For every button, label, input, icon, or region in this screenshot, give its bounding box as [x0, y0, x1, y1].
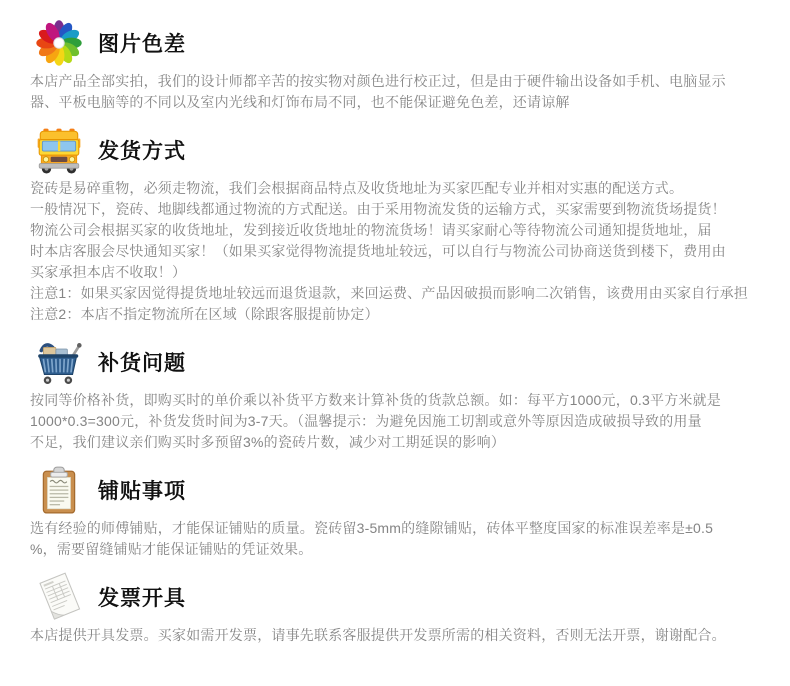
section-body [30, 625, 770, 646]
body-text-line: 按同等价格补货，即购买时的单价乘以补货平方数来计算补货的货款总额。如：每平方1000元，0.3平方米就是 [30, 392, 722, 408]
body-text-line: 物流公司会根据买家的收货地址，发到接近收货地址的物流货场！请买家耐心等待物流公司通知提货地址，届 [30, 222, 712, 238]
section-title: 铺贴事项 [98, 480, 186, 503]
body-text-line: 器、平板电脑等的不同以及室内光线和灯饰布局不同，也不能保证避免色差，还请谅解 [30, 94, 570, 110]
body-text-line: 一般情况下，瓷砖、地脚线都通过物流的方式配送。由于采用物流发货的运输方式，买家需要到物流货场提货！ [30, 201, 726, 217]
section-invoice [30, 572, 770, 646]
section-body [30, 518, 770, 560]
clipboard-icon [34, 465, 84, 515]
section-tiling-notes [30, 465, 770, 560]
section-shipping-method [30, 125, 770, 325]
section-header [34, 572, 770, 622]
invoice-icon [34, 572, 84, 622]
section-body [30, 390, 770, 453]
section-color-difference [30, 18, 770, 113]
body-text-line: 注意1：如果买家因觉得提货地址较远而退货退款，来回运费、产品因破损而影响二次销售，该费用由买家自行承担 [30, 285, 748, 301]
color-wheel-icon [34, 18, 84, 68]
body-text-line: 时本店客服会尽快通知买家！（如果买家觉得物流提货地址较远，可以自行与物流公司协商送货到楼下，费用由 [30, 243, 726, 259]
body-text-line: 注意2：本店不指定物流所在区域（除跟客服提前协定） [30, 306, 379, 322]
body-text-line: %，需要留缝铺贴才能保证铺贴的凭证效果。 [30, 541, 313, 557]
body-text-line: 买家承担本店不收取！） [30, 264, 187, 280]
section-header [34, 18, 770, 68]
body-text-line: 本店产品全部实拍，我们的设计师都辛苦的按实物对颜色进行校正过，但是由于硬件输出设备如手机、电脑显示 [30, 73, 726, 89]
section-header [34, 337, 770, 387]
section-body [30, 71, 770, 113]
section-header [34, 465, 770, 515]
body-text-line: 选有经验的师傅铺贴，才能保证铺贴的质量。瓷砖留3-5mm的缝隙铺贴，砖体平整度国家的标准误差率是±0.5 [30, 520, 714, 536]
section-title: 发票开具 [98, 587, 186, 610]
section-title: 补货问题 [98, 352, 186, 375]
section-header [34, 125, 770, 175]
body-text-line: 1000*0.3=300元，补货发货时间为3-7天。（温馨提示：为避免因施工切割或意外等原因造成破损导致的用量 [30, 413, 702, 429]
delivery-truck-icon [34, 125, 84, 175]
shopping-cart-icon [34, 337, 84, 387]
body-text-line: 瓷砖是易碎重物，必须走物流，我们会根据商品特点及收货地址为买家匹配专业并相对实惠的配送方式。 [30, 180, 684, 196]
section-restock [30, 337, 770, 453]
body-text-line: 本店提供开具发票。买家如需开发票，请事先联系客服提供开发票所需的相关资料，否则无法开票，谢谢配合。 [30, 627, 726, 643]
body-text-line: 不足，我们建议亲们购买时多预留3%的瓷砖片数，减少对工期延误的影响） [30, 434, 506, 450]
section-title: 图片色差 [98, 33, 186, 56]
section-title: 发货方式 [98, 140, 186, 163]
section-body [30, 178, 770, 325]
